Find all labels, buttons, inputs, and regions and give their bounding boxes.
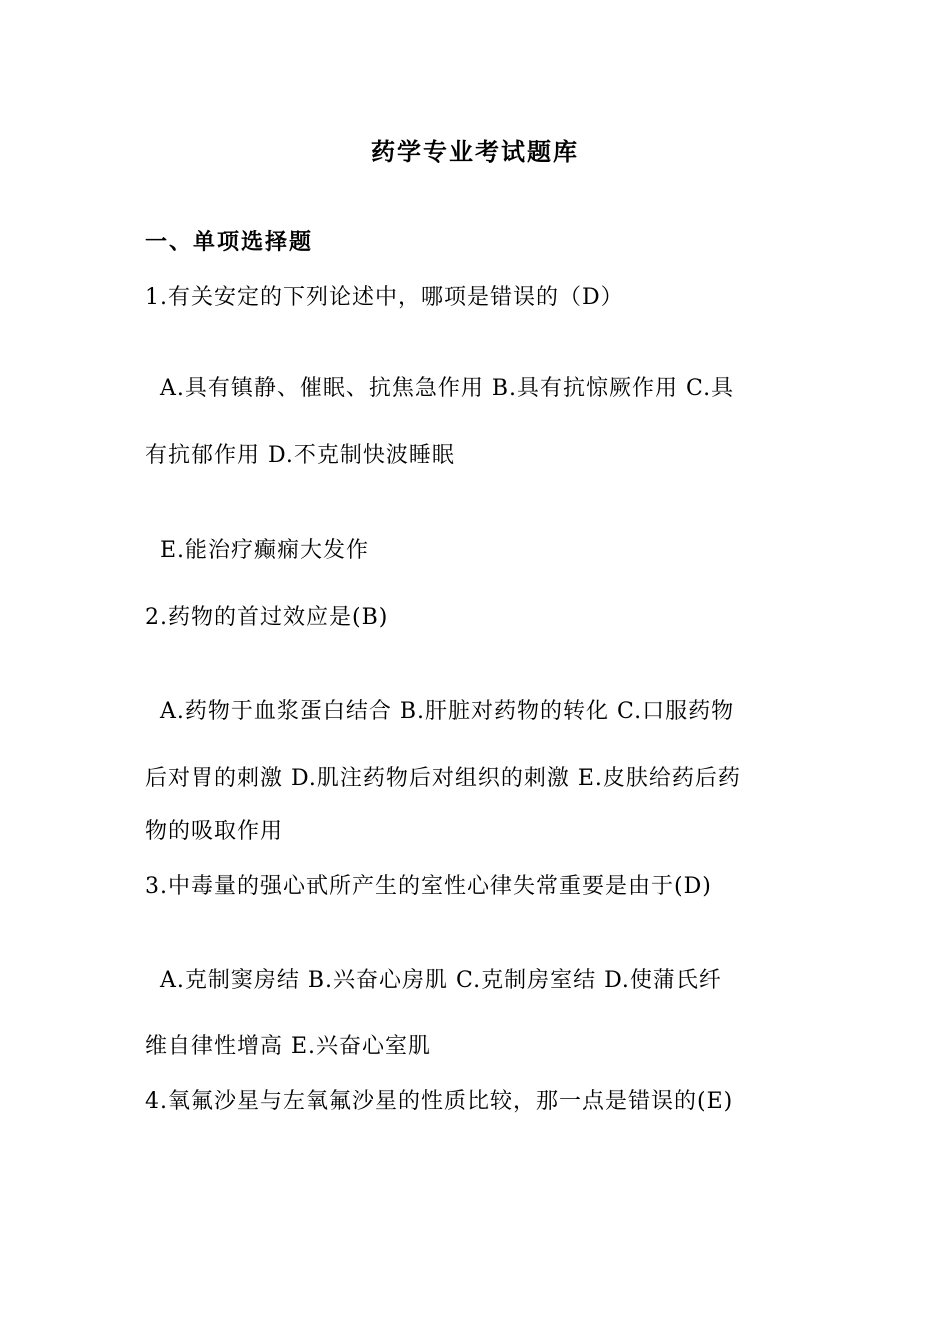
question-2-stem: 2.药物的首过效应是(B) [145, 605, 389, 630]
question-3-options-line-1: A.克制窦房结 B.兴奋心房肌 C.克制房室结 D.使蒲氏纤 [160, 968, 722, 993]
section-heading: 一、单项选择题 [145, 230, 314, 255]
question-1-options-line-2: 有抗郁作用 D.不克制快波睡眠 [145, 443, 455, 468]
question-1-option-e: E.能治疗癫痫大发作 [160, 538, 370, 563]
question-2-options-line-3: 物的吸取作用 [145, 819, 284, 844]
question-1-options-line-1: A.具有镇静、催眠、抗焦急作用 B.具有抗惊厥作用 C.具 [160, 376, 735, 401]
question-2-options-line-2: 后对胃的刺激 D.肌注药物后对组织的刺激 E.皮肤给药后药 [145, 766, 741, 791]
question-1-stem: 1.有关安定的下列论述中，哪项是错误的（D） [145, 285, 624, 310]
page-title: 药学专业考试题库 [371, 138, 579, 166]
question-4-stem: 4.氧氟沙星与左氧氟沙星的性质比较，那一点是错误的(E) [145, 1089, 734, 1114]
question-2-options-line-1: A.药物于血浆蛋白结合 B.肝脏对药物的转化 C.口服药物 [160, 699, 735, 724]
question-3-stem: 3.中毒量的强心甙所产生的室性心律失常重要是由于(D) [145, 874, 712, 899]
question-3-options-line-2: 维自律性增高 E.兴奋心室肌 [145, 1034, 432, 1059]
